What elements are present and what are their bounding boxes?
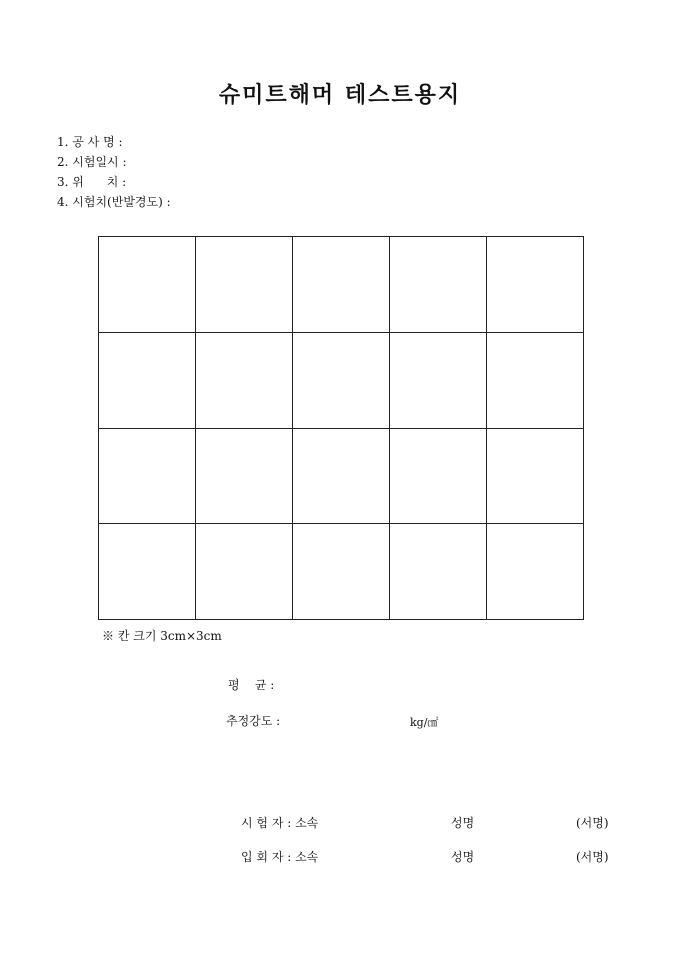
grid-cell xyxy=(99,428,196,524)
grid-cell xyxy=(196,524,293,620)
grid-cell xyxy=(487,237,584,333)
grid-row xyxy=(99,524,584,620)
witness-affiliation-label: 입 회 자 : 소속 xyxy=(241,850,319,864)
grid-cell xyxy=(293,237,390,333)
tester-affiliation-label: 시 험 자 : 소속 xyxy=(241,816,319,830)
field-location: 3. 위 치 : xyxy=(57,175,127,189)
strength-unit: kg/㎠ xyxy=(410,716,439,729)
tester-signature-label: (서명) xyxy=(576,816,609,830)
field-project-name: 1. 공 사 명 : xyxy=(57,135,123,149)
grid-cell xyxy=(293,428,390,524)
field-test-date: 2. 시험일시 : xyxy=(57,155,127,169)
grid-cell xyxy=(390,524,487,620)
test-grid xyxy=(98,236,584,620)
grid-cell xyxy=(487,524,584,620)
grid-row xyxy=(99,237,584,333)
grid-cell xyxy=(99,524,196,620)
grid-row xyxy=(99,332,584,428)
grid-cell xyxy=(293,332,390,428)
grid-cell xyxy=(293,524,390,620)
average-label: 평 균 : xyxy=(228,678,275,692)
grid-cell xyxy=(99,332,196,428)
witness-name-label: 성명 xyxy=(451,850,475,864)
cell-size-note: ※ 칸 크기 3cm×3cm xyxy=(102,629,222,643)
witness-signature-label: (서명) xyxy=(576,850,609,864)
grid-cell xyxy=(196,237,293,333)
grid-cell xyxy=(196,428,293,524)
document-title: 슈미트해머 테스트용지 xyxy=(218,82,462,108)
estimated-strength-label: 추정강도 : xyxy=(226,714,281,728)
tester-name-label: 성명 xyxy=(451,816,475,830)
field-rebound-value: 4. 시험치(반발경도) : xyxy=(57,195,171,209)
grid-row xyxy=(99,428,584,524)
info-fields xyxy=(57,132,171,212)
grid-cell xyxy=(390,237,487,333)
grid-cell xyxy=(196,332,293,428)
grid-cell xyxy=(99,237,196,333)
grid-cell xyxy=(487,428,584,524)
grid-cell xyxy=(390,428,487,524)
grid-cell xyxy=(487,332,584,428)
grid-cell xyxy=(390,332,487,428)
